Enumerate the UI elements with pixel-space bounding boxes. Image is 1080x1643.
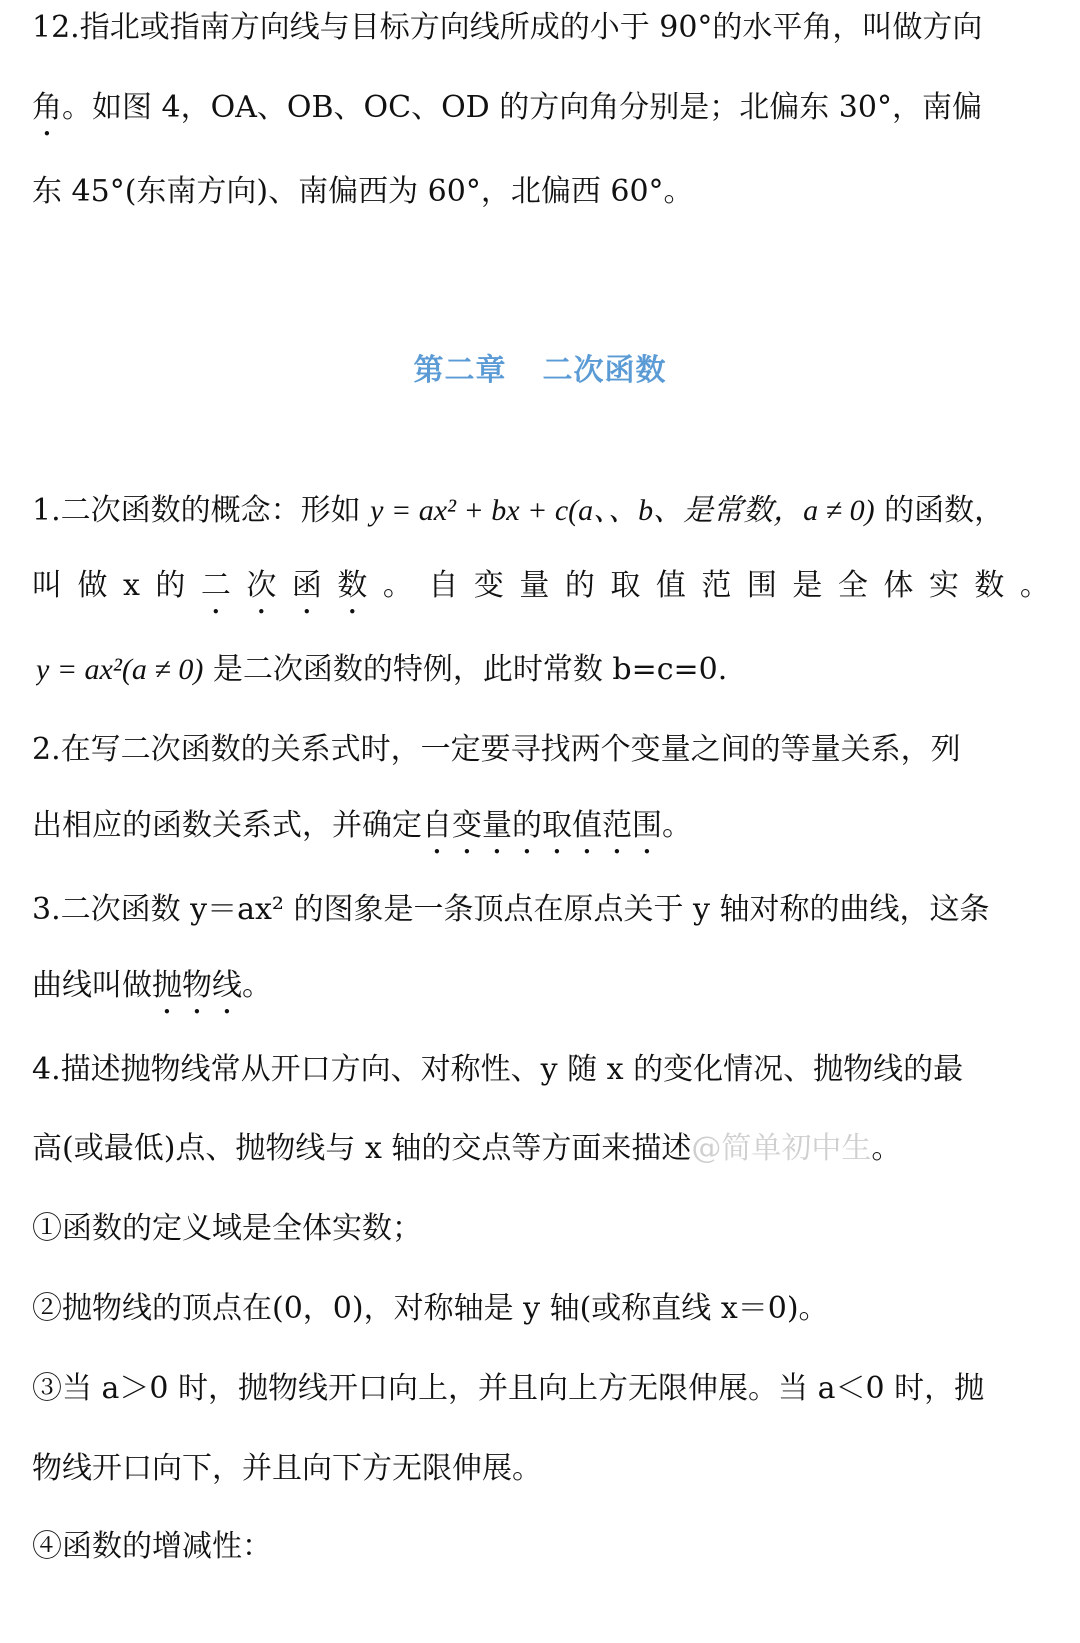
justified-char: 做 (77, 568, 108, 603)
emphasized-text: 角 (32, 90, 62, 125)
item1-formula: y = ax² + bx + c(a、、b、是常数，a ≠ 0) (370, 494, 875, 527)
item4-sub1: ①函数的定义域是全体实数； (32, 1211, 422, 1246)
item3-line2-end: 。 (242, 968, 272, 1003)
item3-line2-text: 曲线叫做 (32, 968, 152, 1003)
justified-char: 围 (746, 568, 777, 603)
item12-line3: 东 45°(东南方向)、南偏西为 60°，北偏西 60°。 (32, 174, 694, 209)
watermark-text: @简单初中生 (691, 1131, 872, 1166)
justified-char: 体 (883, 568, 914, 603)
item2-line2-end: 。 (662, 808, 692, 843)
item4-line2-text: 高(或最低)点、抛物线与 x 轴的交点等方面来描述 (32, 1131, 692, 1166)
justified-char: 范 (701, 568, 732, 603)
justified-char: 的 (564, 568, 595, 603)
justified-char: 值 (655, 568, 686, 603)
item12-line2-text: 。如图 4，OA、OB、OC、OD 的方向角分别是；北偏东 30°，南偏 (62, 90, 982, 125)
item2-line2-text: 出相应的函数关系式，并确定 (32, 808, 422, 843)
item4-sub2: ②抛物线的顶点在(0，0)，对称轴是 y 轴(或称直线 x＝0)。 (32, 1291, 829, 1326)
item2-line1: 2.在写二次函数的关系式时，一定要寻找两个变量之间的等量关系，列 (32, 732, 961, 767)
justified-char: 是 (792, 568, 823, 603)
item2-line2 (32, 806, 1050, 861)
justified-char: 二 (200, 568, 231, 603)
item1-special-formula: y = ax²(a ≠ 0) (36, 653, 204, 686)
emphasized-text: 抛物线 (152, 968, 242, 1003)
justified-char: 取 (610, 568, 641, 603)
item1-line2 (32, 566, 1050, 621)
item4-sub4: ④函数的增减性： (32, 1529, 272, 1564)
chapter-heading (0, 345, 1080, 389)
justified-char: 自 (428, 568, 459, 603)
item4-sub3-line1: ③当 a＞0 时，抛物线开口向上，并且向上方无限伸展。当 a＜0 时，抛 (32, 1371, 985, 1406)
chapter-number: 第二章 (413, 353, 507, 388)
justified-char: 。 (1019, 568, 1050, 603)
item1-tail: 的函数， (874, 493, 1005, 528)
item3-line2 (32, 966, 1050, 1021)
item12-line2 (32, 88, 1050, 143)
item1-line3-text: 是二次函数的特例，此时常数 b=c=0. (203, 652, 728, 687)
justified-char: 实 (928, 568, 959, 603)
emphasized-text: 自变量的取值范围 (422, 808, 662, 843)
item4-line2 (32, 1129, 1050, 1169)
item1-lead: 1.二次函数的概念：形如 (32, 493, 371, 528)
item4-sub3-line2: 物线开口向下，并且向下方无限伸展。 (32, 1451, 542, 1486)
justified-char: 。 (382, 568, 413, 603)
item12-line1: 12.指北或指南方向线与目标方向线所成的小于 90°的水平角，叫做方向 (32, 10, 983, 45)
justified-char: 变 (473, 568, 504, 603)
item4-line2-end: 。 (871, 1131, 902, 1166)
justified-char: 数 (337, 568, 368, 603)
justified-char: 的 (155, 568, 186, 603)
justified-char: 全 (837, 568, 868, 603)
item1-line3 (36, 650, 1050, 690)
item1-line1 (32, 491, 1050, 531)
justified-char: 数 (974, 568, 1005, 603)
justified-char: 量 (519, 568, 550, 603)
chapter-title: 二次函数 (542, 353, 667, 388)
justified-char: 次 (246, 568, 277, 603)
justified-char: 函 (291, 568, 322, 603)
justified-char: 叫 (32, 568, 62, 603)
justified-char: x (123, 568, 140, 603)
item4-line1: 4.描述抛物线常从开口方向、对称性、y 随 x 的变化情况、抛物线的最 (32, 1052, 964, 1087)
item3-line1: 3.二次函数 y＝ax² 的图象是一条顶点在原点关于 y 轴对称的曲线，这条 (32, 892, 990, 927)
